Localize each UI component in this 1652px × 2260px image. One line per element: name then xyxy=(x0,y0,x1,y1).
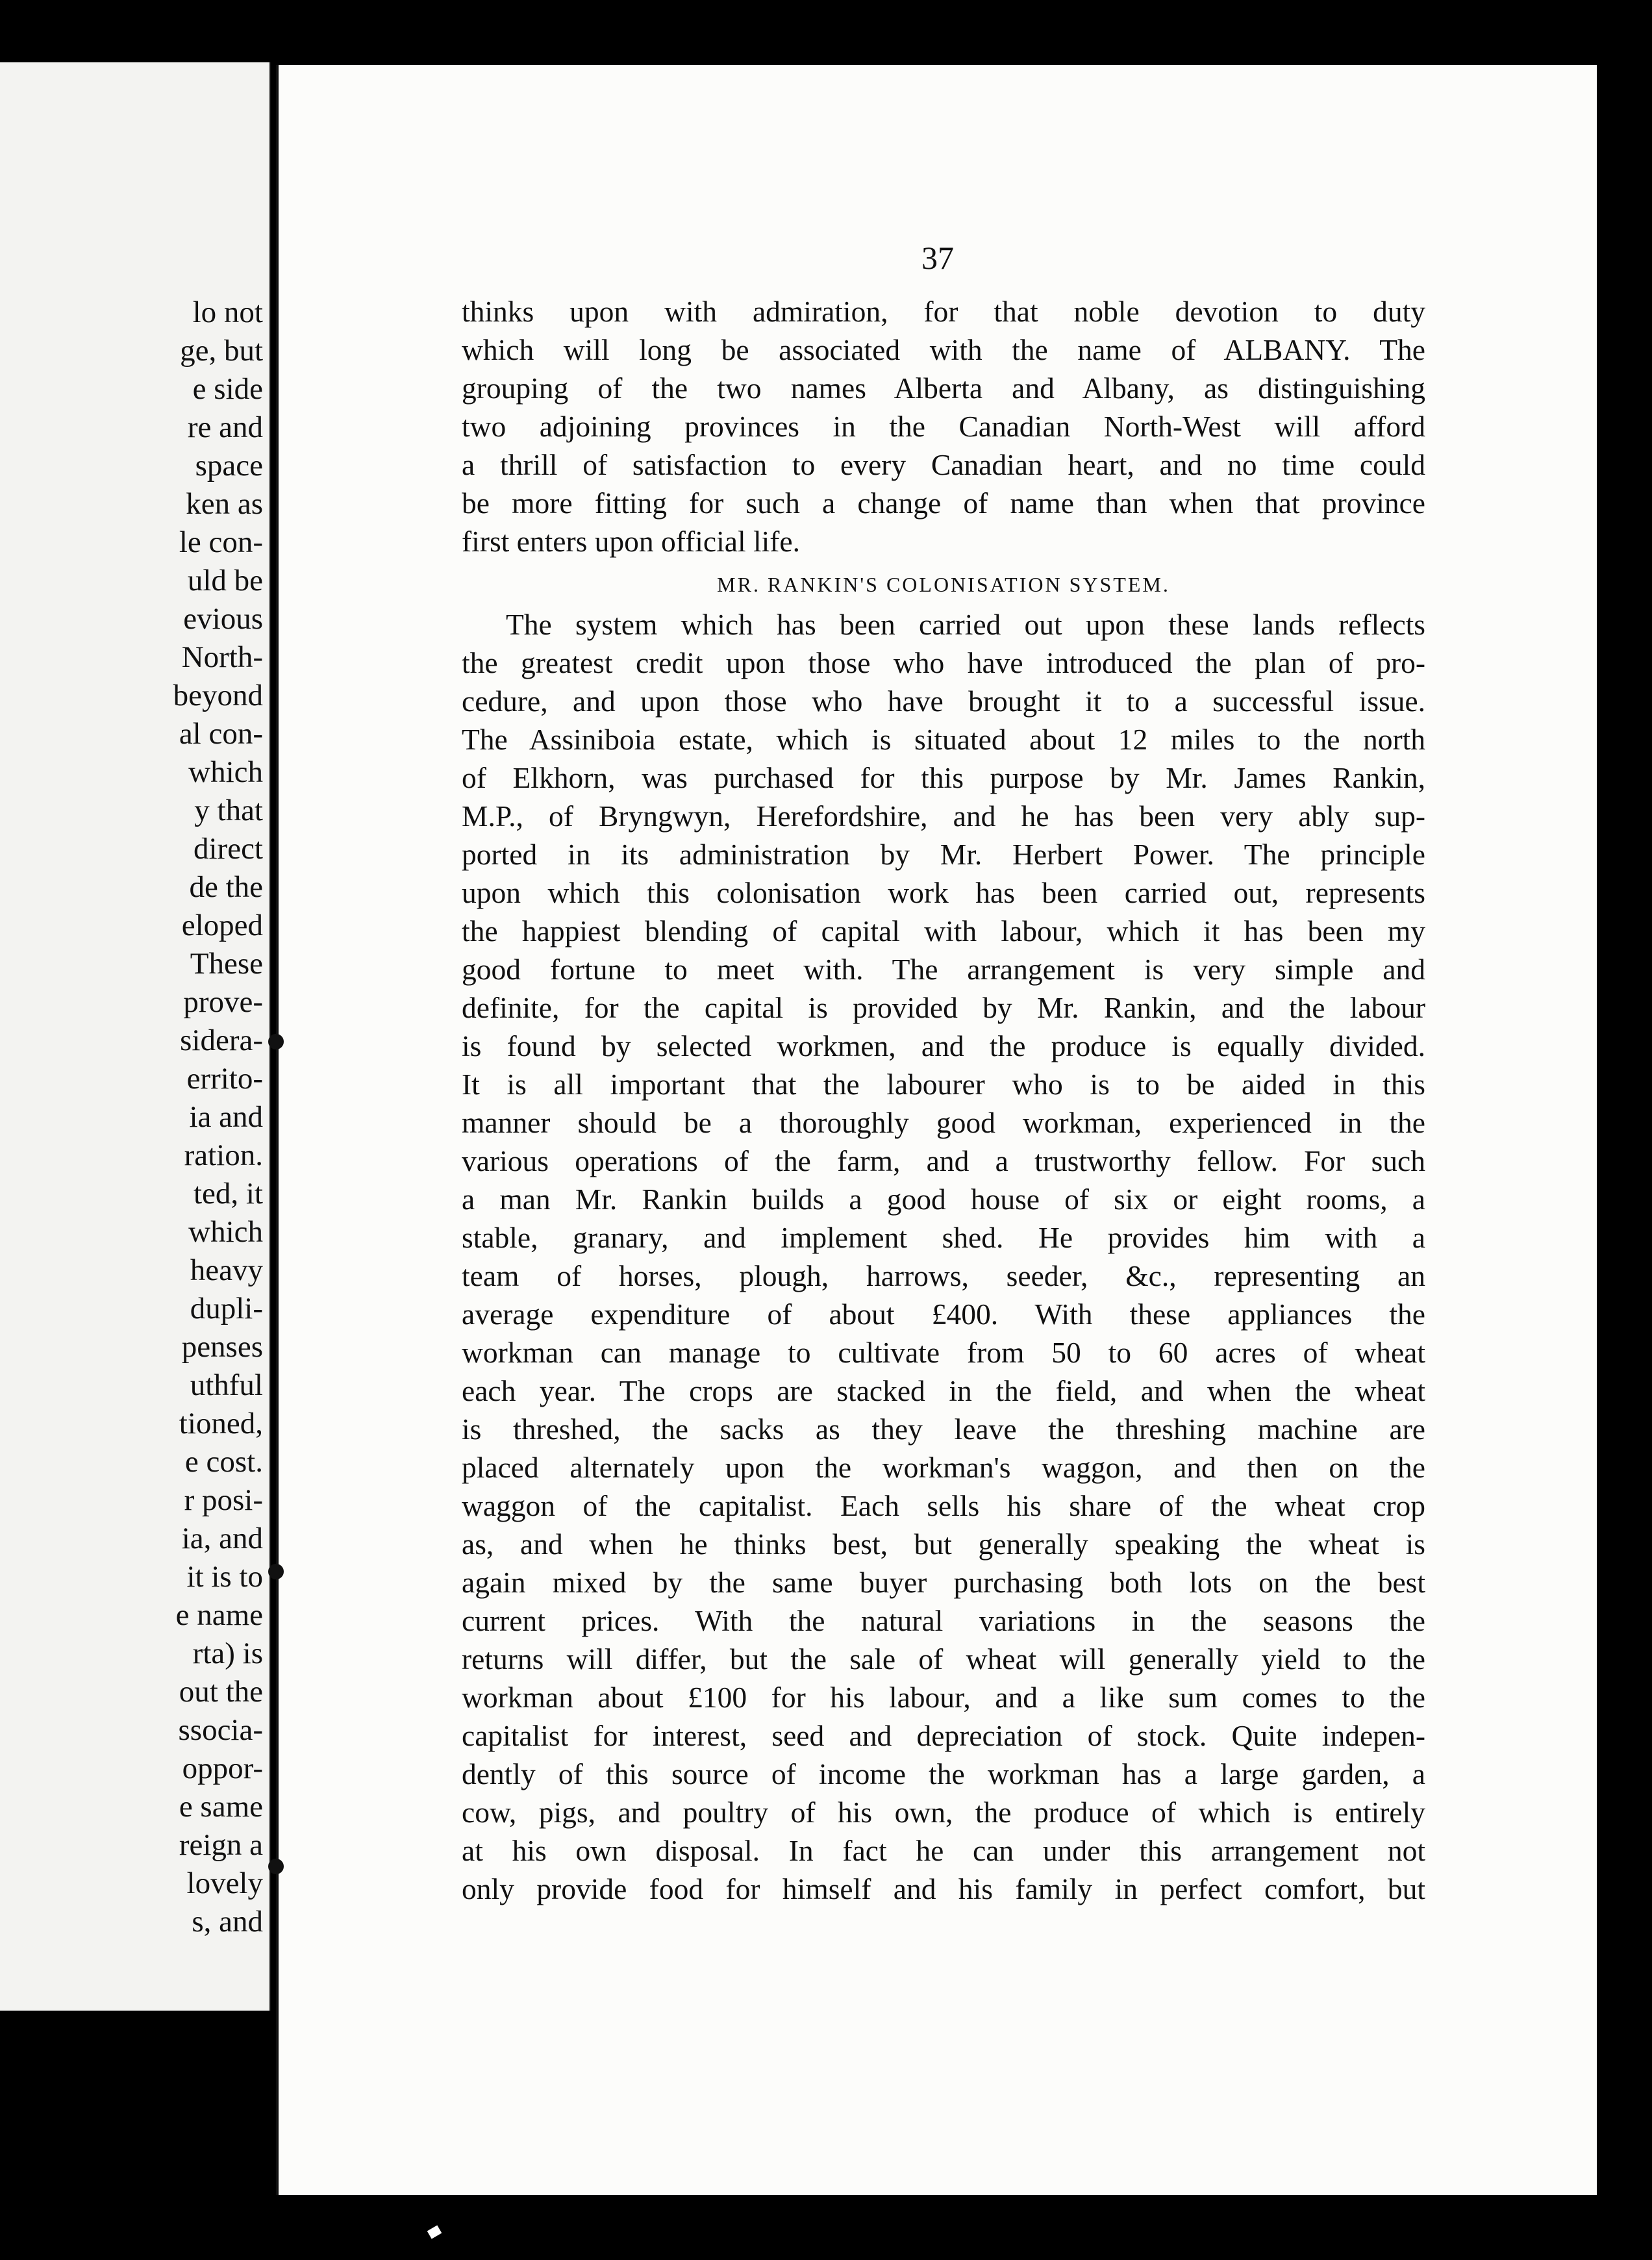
previous-page-line: ge, but xyxy=(180,334,263,368)
page-number: 37 xyxy=(921,240,954,276)
previous-page-line: reign a xyxy=(179,1828,263,1862)
text-line: stable, granary, and implement shed. He provides him with a xyxy=(462,1221,1425,1254)
previous-page-line: tioned, xyxy=(179,1407,263,1440)
text-line: current prices. With the natural variations in the seasons the xyxy=(462,1604,1425,1637)
text-line: team of horses, plough, harrows, seeder, &c., representing an xyxy=(462,1259,1425,1292)
text-line: M.P., of Bryngwyn, Herefordshire, and he has been very ably sup- xyxy=(462,799,1425,833)
previous-page-line: lovely xyxy=(186,1866,263,1900)
previous-page-line: it is to xyxy=(186,1560,263,1594)
text-line: ported in its administration by Mr. Herbert Power. The principle xyxy=(462,838,1425,871)
previous-page-line: ration. xyxy=(184,1138,263,1172)
text-line: the greatest credit upon those who have introduced the plan of pro- xyxy=(462,646,1425,679)
text-line: It is all important that the labourer who is to be aided in this xyxy=(462,1068,1425,1101)
previous-page-line: de the xyxy=(189,870,263,904)
text-line: various operations of the farm, and a trustworthy fellow. For such xyxy=(462,1144,1425,1177)
text-line: grouping of the two names Alberta and Albany, as distinguishing xyxy=(462,371,1425,405)
text-line: manner should be a thoroughly good workman, experienced in the xyxy=(462,1106,1425,1139)
text-line: of Elkhorn, was purchased for this purpose by Mr. James Rankin, xyxy=(462,761,1425,794)
previous-page-line: e cost. xyxy=(184,1445,263,1479)
text-line: cow, pigs, and poultry of his own, the produce of which is entirely xyxy=(462,1796,1425,1829)
previous-page-line: eloped xyxy=(181,909,263,942)
previous-page-line: re and xyxy=(187,410,263,444)
previous-page-line: e same xyxy=(179,1790,263,1824)
previous-page-line: s, and xyxy=(192,1905,263,1939)
previous-page-line: direct xyxy=(194,832,263,866)
binding-thread-mark xyxy=(268,1034,284,1049)
previous-page-line: uld be xyxy=(187,564,263,597)
text-line: good fortune to meet with. The arrangement is very simple and xyxy=(462,953,1425,986)
section-heading: MR. RANKIN'S COLONISATION SYSTEM. xyxy=(717,573,1170,596)
text-line: workman can manage to cultivate from 50 to 60 acres of wheat xyxy=(462,1336,1425,1369)
binding-thread-mark xyxy=(268,1859,284,1874)
previous-page-line: ted, it xyxy=(193,1177,263,1211)
previous-page-line: errito- xyxy=(186,1062,263,1096)
text-line: is threshed, the sacks as they leave the threshing machine are xyxy=(462,1412,1425,1446)
paper-scrap xyxy=(427,2225,442,2239)
paragraph-colonisation-system xyxy=(462,605,1425,1908)
text-line: The Assiniboia estate, which is situated about 12 miles to the north xyxy=(462,723,1425,756)
text-line: a thrill of satisfaction to every Canadian heart, and no time could xyxy=(462,448,1425,481)
previous-page-line: r posi- xyxy=(184,1483,263,1517)
binding-thread-mark xyxy=(268,1564,284,1579)
text-line: dently of this source of income the workman has a large garden, a xyxy=(462,1757,1425,1790)
previous-page-line: uthful xyxy=(190,1368,263,1402)
previous-page-line: sidera- xyxy=(180,1023,263,1057)
previous-page-line: ia, and xyxy=(181,1522,263,1555)
body-text xyxy=(462,292,1425,1908)
previous-page-text xyxy=(173,294,263,1941)
previous-page-line: out the xyxy=(179,1675,263,1709)
text-line: average expenditure of about £400. With these appliances the xyxy=(462,1298,1425,1331)
book-page xyxy=(276,65,1597,2195)
previous-page-line: evious xyxy=(183,602,263,636)
text-line: be more fitting for such a change of name than when that province xyxy=(462,486,1425,520)
text-line: definite, for the capital is provided by Mr. Rankin, and the labour xyxy=(462,991,1425,1024)
previous-page-line: which xyxy=(188,1215,263,1249)
text-line: workman about £100 for his labour, and a like sum comes to the xyxy=(462,1681,1425,1714)
text-line: again mixed by the same buyer purchasing both lots on the best xyxy=(462,1566,1425,1599)
text-line: is found by selected workmen, and the produce is equally divided. xyxy=(462,1029,1425,1062)
previous-page-line: penses xyxy=(181,1330,263,1364)
previous-page-line: y that xyxy=(194,794,263,827)
previous-page-line: dupli- xyxy=(190,1292,263,1325)
previous-page-line: These xyxy=(190,947,263,981)
previous-page-line: heavy xyxy=(190,1253,263,1287)
text-line: only provide food for himself and his family in perfect comfort, but xyxy=(462,1872,1425,1905)
previous-page-line: North- xyxy=(181,640,263,674)
previous-page-line: le con- xyxy=(179,525,263,559)
text-line: a man Mr. Rankin builds a good house of six or eight rooms, a xyxy=(462,1183,1425,1216)
text-line: first enters upon official life. xyxy=(462,525,800,558)
previous-page-line: oppor- xyxy=(182,1752,263,1785)
previous-page-line: prove- xyxy=(183,985,263,1019)
text-line: two adjoining provinces in the Canadian North-West will afford xyxy=(462,410,1425,443)
previous-page-line: e side xyxy=(192,372,263,406)
previous-page-line: space xyxy=(195,449,263,483)
text-line: placed alternately upon the workman's waggon, and then on the xyxy=(462,1451,1425,1484)
text-line: which will long be associated with the name of ALBANY. The xyxy=(462,333,1425,366)
text-line: cedure, and upon those who have brought it to a successful issue. xyxy=(462,684,1425,718)
previous-page-line: ssocia- xyxy=(178,1713,263,1747)
text-line: The system which has been carried out upon these lands reflects xyxy=(506,608,1425,641)
text-line: the happiest blending of capital with labour, which it has been my xyxy=(462,914,1425,948)
text-line: as, and when he thinks best, but generally speaking the wheat is xyxy=(462,1527,1425,1561)
previous-page-line: which xyxy=(188,755,263,789)
text-line: waggon of the capitalist. Each sells his share of the wheat crop xyxy=(462,1489,1425,1522)
text-line: at his own disposal. In fact he can under this arrangement not xyxy=(462,1834,1425,1867)
text-line: upon which this colonisation work has been carried out, represents xyxy=(462,876,1425,909)
previous-page-line: beyond xyxy=(173,679,263,712)
text-line: returns will differ, but the sale of wheat will generally yield to the xyxy=(462,1642,1425,1676)
previous-page-line: lo not xyxy=(192,295,263,329)
text-line: each year. The crops are stacked in the field, and when the wheat xyxy=(462,1374,1425,1407)
paragraph-continued xyxy=(462,292,1425,560)
previous-page-line: rta) is xyxy=(192,1637,263,1670)
previous-page-line: al con- xyxy=(179,717,263,751)
previous-page-line: ken as xyxy=(186,487,263,521)
text-line: capitalist for interest, seed and depreciation of stock. Quite indepen- xyxy=(462,1719,1425,1752)
previous-page-line: ia and xyxy=(189,1100,263,1134)
text-line: thinks upon with admiration, for that noble devotion to duty xyxy=(462,295,1425,328)
previous-page-fragment xyxy=(0,62,271,2011)
previous-page-line: e name xyxy=(175,1598,263,1632)
